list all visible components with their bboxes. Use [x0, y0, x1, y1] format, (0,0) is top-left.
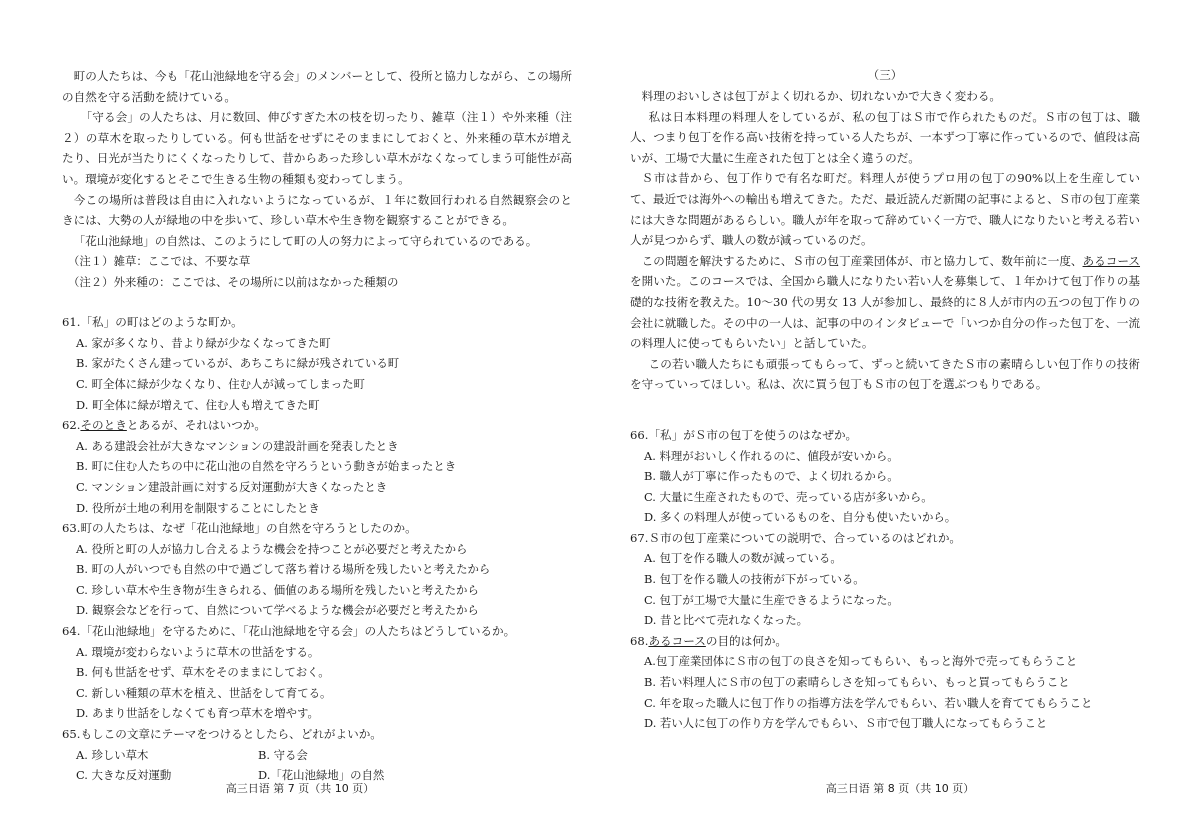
answer-option[interactable]: D. 観察会などを行って、自然について学べるような機会が必要だと考えたから [76, 603, 479, 618]
text-span: 62. [62, 418, 81, 433]
answer-option[interactable]: D. 若い人に包丁の作り方を学んでもらい、Ｓ市で包丁職人になってもらうこと [644, 716, 1048, 731]
passage-paragraph: 「花山池緑地」の自然は、このようにして町の人の努力によって守られているのである。 [73, 233, 538, 248]
question-block [62, 312, 572, 415]
answer-option[interactable]: C. マンション建設計画に対する反対運動が大きくなったとき [76, 479, 388, 494]
question-stem [630, 425, 1140, 446]
footnote: （注１）雑草：ここでは、不要な草 [68, 254, 251, 269]
answer-option[interactable]: C. 町全体に緑が少なくなり、住む人が減ってしまった町 [76, 376, 365, 391]
answer-option[interactable]: B. 町に住む人たちの中に花山池の自然を守ろうという動きが始まったとき [76, 459, 457, 474]
answer-option[interactable]: A. 役所と町の人が協力し合えるような機会を持つことが必要だと考えたから [76, 541, 468, 556]
text-span: この問題を解決するために、Ｓ市の包丁産業団体が、市と協力して、数年前に一度、 [641, 253, 1083, 268]
answer-option[interactable]: B. 家がたくさん建っているが、あちこちに緑が残されている町 [76, 356, 400, 371]
question-block [630, 528, 1140, 631]
answer-option[interactable]: A. 料理がおいしく作れるのに、値段が安いから。 [644, 448, 899, 463]
answer-option[interactable]: A.包丁産業団体にＳ市の包丁の良さを知ってもらい、もっと海外で売ってもらうこと [644, 654, 1078, 669]
section-heading: （三） [867, 68, 903, 82]
answer-option[interactable]: A. 家が多くなり、昔より緑が少なくなってきた町 [76, 335, 331, 350]
text-span: の目的は何か。 [705, 633, 788, 648]
answer-option[interactable]: B. 町の人がいつでも自然の中で過ごして落ち着ける場所を残したいと考えたから [76, 562, 491, 577]
text-span: 61.「私」の町はどのような町か。 [62, 315, 243, 330]
text-span: 67.Ｓ市の包丁産業についての説明で、合っているのはどれか。 [630, 530, 962, 545]
answer-option[interactable]: D. 役所が土地の利用を制限することにしたとき [76, 500, 320, 515]
answer-option[interactable]: C. 大きな反対運動 [76, 768, 172, 783]
passage-paragraph: 今この場所は普段は自由に入れないようになっているが、１年に数回行われる自然観察会のときには、大勢の人が緑地の中を歩いて、珍しい草木や生き物を観察することができる。 [62, 192, 572, 228]
text-span: 68. [630, 633, 649, 648]
answer-option[interactable]: A. 包丁を作る職人の数が減っている。 [644, 551, 842, 566]
underlined-phrase: そのとき [80, 418, 127, 433]
answer-option[interactable]: D. 町全体に緑が増えて、住む人も増えてきた町 [76, 397, 320, 412]
question-stem [62, 415, 572, 436]
text-span: 64.「花山池緑地」を守るために、「花山池緑地を守る会」の人たちはどうしているか。 [62, 624, 516, 639]
question-stem [62, 621, 572, 642]
passage-paragraph: 私は日本料理の料理人をしているが、私の包丁はＳ市で作られたものだ。Ｓ市の包丁は、職人、つまり包丁を作る高い技術を持っている人たちが、一本ずつ丁寧に作っているので、値段は高いが、工場で大量に生産された包丁とは全く違うのだ。 [630, 109, 1140, 165]
text-span: 63.町の人たちは、なぜ「花山池緑地」の自然を守ろうとしたのか。 [62, 521, 417, 536]
answer-option[interactable]: D. 多くの料理人が使っているものを、自分も使いたいから。 [644, 510, 957, 525]
answer-option[interactable]: D. 昔と比べて売れなくなった。 [644, 613, 809, 628]
answer-option[interactable]: D.「花山池緑地」の自然 [258, 768, 385, 783]
answer-option[interactable]: A. 珍しい草木 [76, 747, 149, 762]
answer-option[interactable]: C. 大量に生産されたもので、売っている店が多いから。 [644, 489, 933, 504]
question-stem [630, 631, 1140, 652]
passage-paragraph: 町の人たちは、今も「花山池緑地を守る会」のメンバーとして、役所と協力しながら、この場所の自然を守る活動を続けている。 [62, 69, 572, 104]
question-block [630, 425, 1140, 528]
answer-option[interactable]: A. 環境が変わらないように草木の世話をする。 [76, 644, 320, 659]
text-span: 66.「私」がＳ市の包丁を使うのはなぜか。 [630, 427, 858, 442]
underlined-phrase: あるコース [648, 633, 706, 648]
left-column [62, 66, 572, 786]
answer-option[interactable]: B. 守る会 [258, 747, 308, 762]
answer-option[interactable]: A. ある建設会社が大きなマンションの建設計画を発表したとき [76, 438, 399, 453]
question-block [62, 621, 572, 724]
question-block [630, 631, 1140, 734]
question-block [62, 415, 572, 518]
text-span: を開いた。このコースでは、全国から職人になりたい若い人を募集して、１年かけて包丁作りの基礎的な技術を教えた。10～30 代の男女 13 人が参加し、最終的に８人が市内の五つの包丁作りの会社に就職した。その中の一人は、記事の中のインタビューで「いつか自分の作った包丁を、一流の料理人に使ってもらいたい」と話していた。 [630, 274, 1140, 351]
answer-option[interactable]: B. 若い料理人にＳ市の包丁の素晴らしさを知ってもらい、もっと買ってもらうこと [644, 675, 1070, 690]
passage-paragraph: この若い職人たちにも頑張ってもらって、ずっと続いてきたＳ市の素晴らしい包丁作りの技術を守っていってほしい。私は、次に買う包丁もＳ市の包丁を選ぶつもりである。 [630, 356, 1140, 392]
answer-option[interactable]: B. 包丁を作る職人の技術が下がっている。 [644, 572, 865, 587]
underlined-phrase: あるコース [1082, 253, 1141, 268]
text-span: とあるが、それはいつか。 [126, 418, 266, 433]
page-footer: 高三日语 第 8 页（共 10 页） [825, 782, 975, 795]
question-stem: 65.もしこの文章にテーマをつけるとしたら、どれがよいか。 [62, 727, 382, 742]
right-column [630, 64, 1140, 734]
question-list [62, 312, 572, 724]
question-block [62, 518, 572, 621]
answer-option[interactable]: B. 何も世話をせず、草木をそのままにしておく。 [76, 665, 330, 680]
page-footer: 高三日语 第 7 页（共 10 页） [225, 782, 375, 795]
answer-option[interactable]: C. 年を取った職人に包丁作りの指導方法を学んでもらい、若い職人を育ててもらうこと [644, 695, 1093, 710]
question-stem [62, 312, 572, 333]
answer-option[interactable]: D. あまり世話をしなくても育つ草木を増やす。 [76, 706, 319, 721]
question-65 [62, 724, 572, 786]
answer-option[interactable]: C. 珍しい草木や生き物が生きられる、価値のある場所を残したいと考えたから [76, 582, 479, 597]
passage-paragraph: Ｓ市は昔から、包丁作りで有名な町だ。料理人が使うプロ用の包丁の90%以上を生産していて、最近では海外への輸出も増えてきた。ただ、最近読んだ新聞の記事によると、Ｓ市の包丁産業には大きな問題があるらしい。職人が年を取って辞めていく一方で、職人になりたいと考える若い人が見つからず、職人の数が減っているのだ。 [630, 171, 1140, 248]
question-list [630, 425, 1140, 734]
answer-option[interactable]: B. 職人が丁寧に作ったもので、よく切れるから。 [644, 469, 899, 484]
passage-paragraph: 料理のおいしさは包丁がよく切れるか、切れないかで大きく変わる。 [641, 89, 1002, 103]
question-stem [630, 528, 1140, 549]
answer-option[interactable]: C. 包丁が工場で大量に生産できるようになった。 [644, 592, 899, 607]
footnote: （注２）外来種の：ここでは、その場所に以前はなかった種類の [68, 274, 399, 289]
answer-option[interactable]: C. 新しい種類の草木を植え、世話をして育てる。 [76, 685, 332, 700]
question-stem [62, 518, 572, 539]
passage-paragraph: 「守る会」の人たちは、月に数回、伸びすぎた木の枝を切ったり、雑草（注１）や外来種（注２）の草木を取ったりしている。何も世話をせずにそのままにしておくと、外来種の草木が増えたり、日光が当たりにくくなったりして、昔からあった珍しい草木がなくなってしまう可能性が高い。環境が変化するとそこで生きる生物の種類も変わってしまう。 [62, 110, 572, 186]
passage-paragraph [630, 251, 1140, 354]
